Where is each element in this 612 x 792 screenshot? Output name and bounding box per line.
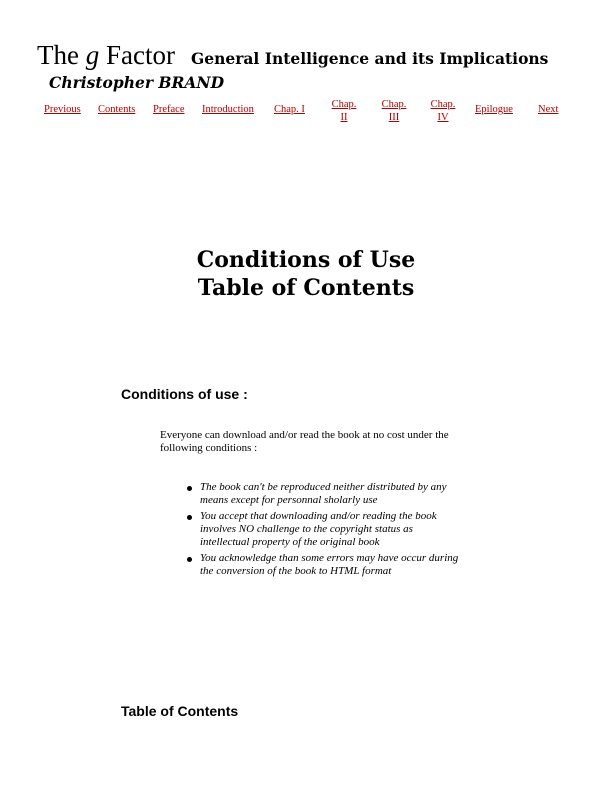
book-title <box>37 40 175 70</box>
nav-link-chap-2[interactable] <box>329 98 359 124</box>
conditions-heading: Conditions of use : <box>121 386 248 402</box>
nav-link-chap-4[interactable] <box>428 98 458 124</box>
conditions-list <box>185 481 465 581</box>
nav-link-chap-4-top: Chap. <box>430 99 456 110</box>
condition-item: You accept that downloading and/or reading the book involves NO challenge to the copyright status as intellectual property of the original book <box>185 510 465 549</box>
page-title-line-2: Table of Contents <box>197 275 415 301</box>
page-title-line-1: Conditions of Use <box>196 247 416 273</box>
toc-heading: Table of Contents <box>121 703 239 719</box>
condition-item: You acknowledge than some errors may have occur during the conversion of the book to HTML format <box>185 552 465 578</box>
nav-link-chap-3-bottom: III <box>388 112 400 123</box>
nav-link-chap-2-top: Chap. <box>331 99 357 110</box>
nav-link-chap-4-bottom: IV <box>437 112 449 123</box>
nav-link-chap-1[interactable]: Chap. I <box>274 104 305 115</box>
chapter-nav <box>44 99 574 139</box>
nav-link-contents[interactable]: Contents <box>98 104 136 115</box>
book-title-suffix: Factor <box>99 40 175 70</box>
nav-link-preface[interactable]: Preface <box>153 104 185 115</box>
nav-link-chap-3[interactable] <box>379 98 409 124</box>
book-subtitle: General Intelligence and its Implications <box>190 49 549 68</box>
nav-link-chap-3-top: Chap. <box>381 99 407 110</box>
conditions-intro: Everyone can download and/or read the book at no cost under the following conditions : <box>160 429 449 454</box>
nav-link-chap-2-bottom: II <box>340 112 348 123</box>
book-title-g: g <box>85 40 100 70</box>
nav-link-epilogue[interactable]: Epilogue <box>475 104 513 115</box>
nav-link-next[interactable]: Next <box>538 104 559 115</box>
condition-item: The book can't be reproduced neither distributed by any means except for personnal sholarly use <box>185 481 465 507</box>
book-header <box>37 42 597 92</box>
title-line <box>37 42 597 69</box>
book-title-prefix: The <box>37 40 86 70</box>
book-author: Christopher BRAND <box>49 73 225 92</box>
nav-link-previous[interactable]: Previous <box>44 104 81 115</box>
page-title <box>0 246 612 302</box>
nav-link-introduction[interactable]: Introduction <box>202 104 254 115</box>
